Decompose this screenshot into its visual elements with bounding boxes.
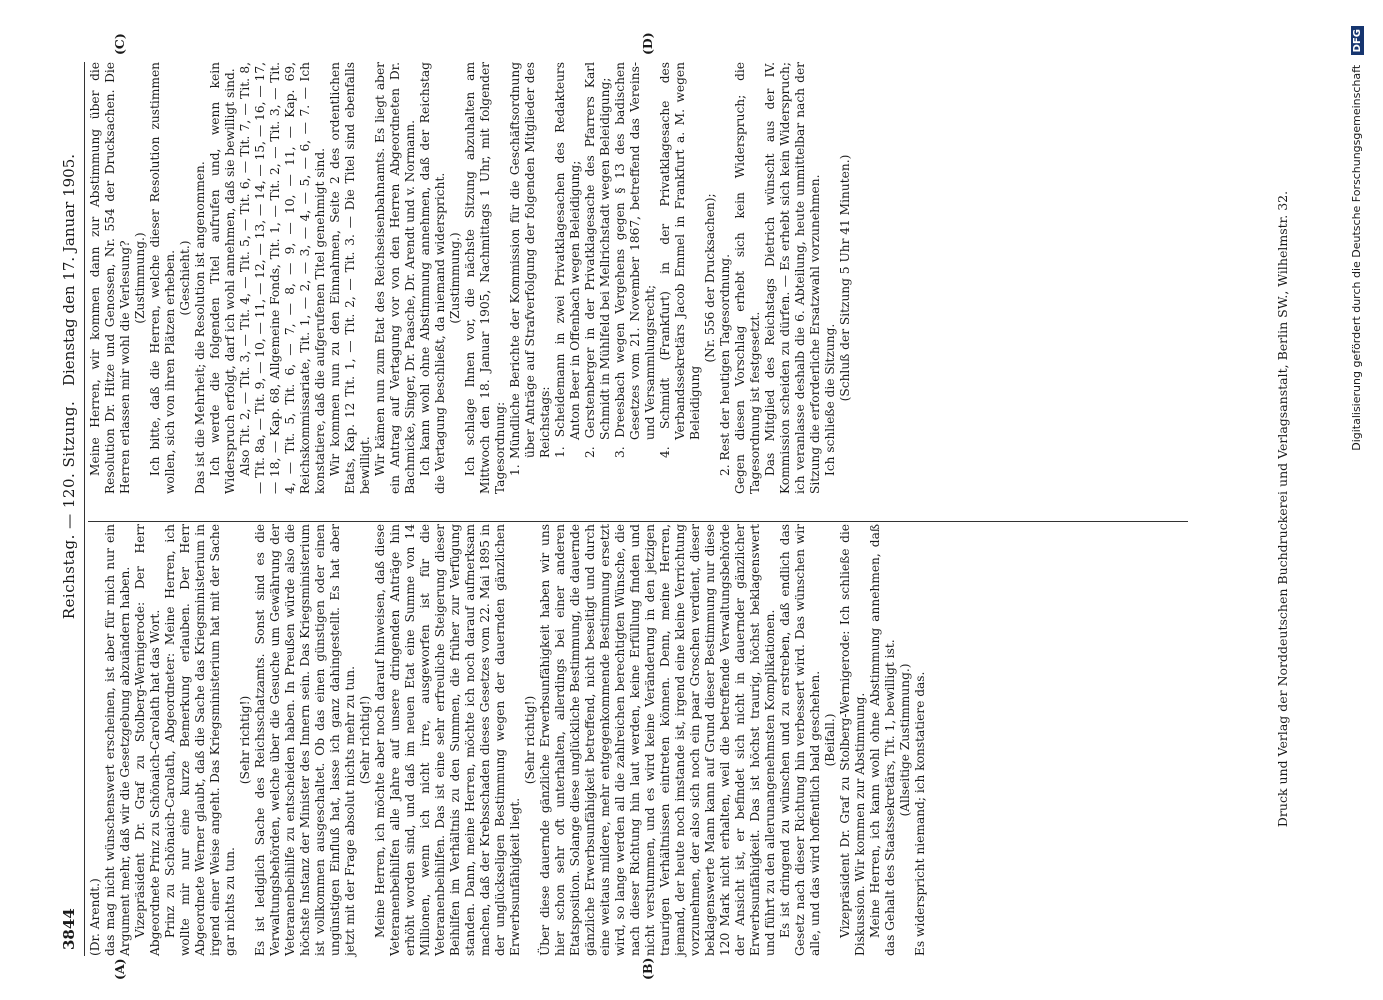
right-column-paragraph: 1. Mündliche Berichte der Kommission für die Geschäftsordnung über Anträge auf Strafverfolgung der folgenden Mitglieder des Reichstags:	[508, 62, 552, 476]
right-column-paragraph: Wir kommen nun zu den Einnahmen, Seite 2 des ordentlichen Etats, Kap. 12 Tit. 1, — Tit. 2, — Tit. 3. — Die Titel sind ebenfalls bewilligt.	[328, 62, 372, 494]
header-title: Reichstag. — 120. Sitzung.	[60, 400, 78, 620]
right-column-paragraph: Meine Herren, wir kommen dann zur Abstimmung über die Resolution Dr. Hitze und Genossen, Nr. 554 der Drucksachen. Die Herren erlassen mir wohl die Verlesung?	[88, 62, 132, 494]
right-column-paragraph: Ich schlage Ihnen vor, die nächste Sitzung abzuhalten am Mittwoch den 18. Januar 1905, Nachmittags 1 Uhr, mit folgender Tagesordnung:	[463, 62, 507, 494]
printer-imprint: Druck und Verlag der Norddeutschen Buchdruckerei und Verlagsanstalt, Berlin SW., Wilhelmstr. 32.	[1275, 190, 1290, 828]
left-column	[88, 524, 928, 956]
left-column-paragraph: Vizepräsident Dr. Graf zu Stolberg-Wernigerode: Ich schließe die Diskussion. Wir kommen zur Abstimmung.	[838, 524, 867, 956]
left-column-paragraph: Es widerspricht niemand; ich konstatiere das.	[913, 671, 927, 956]
right-column-paragraph: Ich kann wohl ohne Abstimmung annehmen, daß der Reichstag die Vertagung beschließt, da niemand widerspricht.	[418, 62, 447, 494]
right-column-paragraph: (Nr. 556 der Drucksachen);	[703, 193, 717, 363]
column-divider	[88, 521, 1188, 522]
right-column-paragraph: (Schluß der Sitzung 5 Uhr 41 Minuten.)	[838, 154, 852, 402]
left-column-paragraph: (Sehr richtig!)	[238, 695, 252, 785]
left-column-paragraph: Es ist dringend zu wünschen und zu erstreben, daß endlich das Gesetz nach dieser Richtung hin verbessert wird. Das wünschen wir alle, und das wird hoffentlich bald geschehen.	[778, 524, 822, 956]
left-column-paragraph: (Sehr richtig!)	[358, 695, 372, 785]
dfg-logo: DFG	[1351, 26, 1364, 55]
left-column-paragraph: (Sehr richtig!)	[523, 695, 537, 785]
left-column-paragraph: (Allseitige Zustimmung.)	[898, 663, 912, 817]
right-column	[88, 62, 853, 494]
right-column-paragraph: (Zustimmung.)	[133, 232, 147, 324]
left-column-paragraph: Meine Herren, ich möchte aber noch darauf hinweisen, daß diese Veteranenbeihilfen alle Jahre auf unsere dringenden Anträge hin erhöht worden sind, und daß im neuen Etat eine Summe von 14 Millionen, wenn ich nicht irre, ausgeworfen ist für die Veteranenbeihilfen. Das ist eine sehr erfreuliche Steigerung dieser Beihilfen im Verhältnis zu den Summen, die früher zur Verfügung standen. Dann, meine Herren, möchte ich noch darauf aufmerksam machen, daß der Krebsschaden dieses Gesetzes vom 22. Mai 1895 in der unglückseligen Bestimmung wegen der dauernden gänzlichen Erwerbsunfähigkeit liegt.	[373, 524, 522, 956]
left-column-paragraph: Über diese dauernde gänzliche Erwerbsunfähigkeit haben wir uns hier schon sehr oft unterhalten, allerdings bei einer anderen Etatsposition. Solange diese unglückliche Bestimmung, die dauernde gänzliche Erwerbsunfähigkeit betreffend, nicht beseitigt und durch eine weitaus mildere, mehr entgegenkommende Bestimmung ersetzt wird, so lange werden all die zahlreichen berechtigten Wünsche, die nach dieser Richtung hin laut werden, keine Erfüllung finden und nicht verstummen, und es wird keine Veränderung in den jetzigen traurigen Verhältnissen eintreten können. Denn, meine Herren, jemand, der heute noch imstande ist, irgend eine kleine Verrichtung vorzunehmen, der also sich noch ein paar Groschen verdient, dieser beklagenswerte Mann kann auf Grund dieser Bestimmung nur diese 120 Mark nicht erhalten, weil die betreffende Verwaltungsbehörde der Ansicht ist, er befindet sich nicht in dauernder gänzlicher Erwerbsunfähigkeit. Das ist höchst traurig, höchst beklagenswert und führt zu den allerunangenehmsten Komplikationen.	[538, 524, 777, 956]
header-rule	[84, 62, 85, 956]
header-date-wrap	[60, 60, 84, 480]
right-column-paragraph: 3. Dreesbach wegen Vergehens gegen § 13 des badischen Gesetzes vom 21. November 1867, betreffend das Vereins- und Versammlungsrecht;	[613, 62, 657, 458]
page-number: 3844	[60, 908, 78, 950]
right-column-paragraph: 1. Scheidemann in zwei Privatklagesachen des Redakteurs Anton Beer in Offenbach wegen Beleidigung;	[553, 62, 582, 458]
right-column-paragraph: Ich werde die folgenden Titel aufrufen und, wenn kein Widerspruch erfolgt, darf ich wohl annehmen, daß sie bewilligt sind.	[208, 62, 237, 494]
left-column-paragraph: (Dr. Arendt.)	[88, 878, 102, 956]
right-column-paragraph: 2. Rest der heutigen Tagesordnung.	[718, 254, 732, 476]
digitization-note	[1350, 26, 1364, 956]
left-column-paragraph: (Beifall.)	[823, 713, 837, 767]
left-column-paragraph: das mag nicht wünschenswert erscheinen, ist aber für mich nur ein Argument mehr, daß wir die Gesetzgebung abzuändern haben.	[103, 524, 132, 956]
right-column-paragraph: Gegen diesen Vorschlag erhebt sich kein Widerspruch; die Tagesordnung ist festgesetzt.	[733, 62, 762, 494]
right-column-paragraph: 4. Schmidt (Frankfurt) in der Privatklagesache des Verbandssekretärs Jacob Emmel in Frankfurt a. M. wegen Beleidigung	[658, 62, 702, 458]
right-column-paragraph: Das Mitglied des Reichstags Dietrich wünscht aus der IV. Kommission scheiden zu dürfen. — Es erhebt sich kein Widerspruch; ich veranlasse deshalb die 6. Abteilung, heute unmittelbar nach der Sitzung die erforderliche Ersatzwahl vorzunehmen.	[763, 62, 822, 494]
right-column-paragraph: Ich bitte, daß die Herren, welche dieser Resolution zustimmen wollen, sich von ihren Plätzen erheben.	[148, 62, 177, 494]
margin-mark-d: (D)	[640, 32, 655, 55]
right-column-paragraph: (Geschieht.)	[178, 240, 192, 316]
margin-mark-c: (C)	[112, 33, 127, 55]
header-date: Dienstag den 17. Januar 1905.	[60, 153, 78, 387]
right-column-paragraph: Ich schließe die Sitzung.	[823, 323, 837, 476]
margin-mark-b: (B)	[640, 957, 655, 980]
right-column-paragraph: Wir kämen nun zum Etat des Reichseisenbahnamts. Es liegt aber ein Antrag auf Vertagung vor von den Herren Abgeordneten Dr. Bachmicke, Singer, Dr. Paasche, Dr. Arendt und v. Normann.	[373, 62, 417, 494]
margin-mark-a: (A)	[112, 958, 127, 980]
left-column-paragraph: Prinz zu Schönaich-Carolath, Abgeordneter: Meine Herren, ich wollte mir nur eine kurze Bemerkung erlauben. Der Herr Abgeordnete Werner glaubt, daß die Sache das Kriegsministerium in irgend einer Weise angeht. Das Kriegsministerium hat mit der Sache gar nichts zu tun.	[163, 524, 237, 956]
left-column-paragraph: Vizepräsident Dr. Graf zu Stolberg-Wernigerode: Der Herr Abgeordnete Prinz zu Schönaich-Carolath hat das Wort.	[133, 524, 162, 956]
left-column-paragraph: Es ist lediglich Sache des Reichsschatzamts. Sonst sind es die Verwaltungsbehörden, welche über die Gesuche um Gewährung der Veteranenbeihilfe zu entscheiden haben. In Preußen würde also die höchste Instanz der Minister des Innern sein. Das Kriegsministerium ist vollkommen ausgeschaltet. Ob das einen günstigen oder einen ungünstigen Einfluß hat, lasse ich ganz dahingestellt. Es hat aber jetzt mit der Frage absolut nichts mehr zu tun.	[253, 524, 357, 956]
right-column-paragraph: (Zustimmung.)	[448, 232, 462, 324]
left-column-paragraph: Meine Herren, ich kann wohl ohne Abstimmung annehmen, daß das Gehalt des Staatssekretärs, Tit. 1, bewilligt ist.	[868, 524, 897, 956]
right-column-paragraph: Also Tit. 2, — Tit. 3, — Tit. 4, — Tit. 5, — Tit. 6, — Tit. 7, — Tit. 8, — Tit. 8a, — Tit. 9, — 10, — 11, — 12, — 13, — 14, — 15, — 16, — 17, — 18, — Kap. 68, Allgemeine Fonds, Tit. 1, — Tit. 2, — Tit. 3, — Tit. 4, — Tit. 5, Tit. 6, — 7, — 8, — 9, — 10, — 11, — Kap. 69, Reichskommissariate, Tit. 1, — 2, — 3, — 4, — 5, — 6, — 7. — Ich konstatiere, daß die aufgerufenen Titel genehmigt sind.	[238, 62, 327, 494]
right-column-paragraph: Das ist die Mehrheit; die Resolution ist angenommen.	[193, 161, 207, 494]
digitization-text: Digitalisierung gefördert durch die Deutsche Forschungsgemeinschaft	[1350, 64, 1363, 451]
right-column-paragraph: 2. Gerstenberger in der Privatklagesache des Pfarrers Karl Schmidt in Mühlfeld bei Mellrichstadt wegen Beleidigung;	[583, 62, 612, 458]
